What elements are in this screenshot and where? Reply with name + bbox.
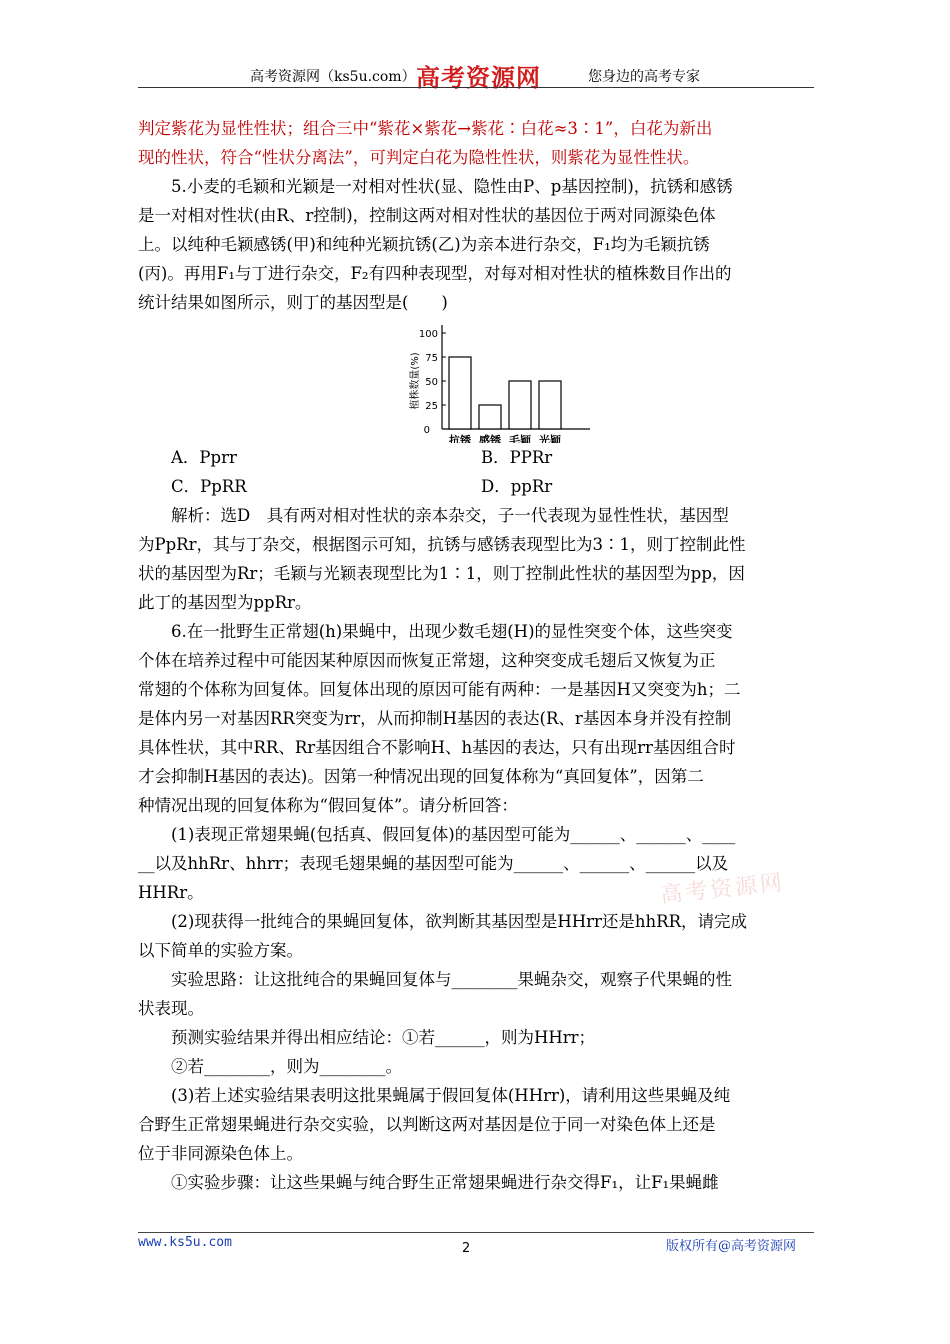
option-c: C．PpRR — [171, 477, 247, 496]
bar — [539, 381, 561, 429]
idea-line-2: 状表现。 — [138, 999, 204, 1018]
answer-line-4: 此丁的基因型为ppRr。 — [138, 593, 312, 612]
option-a: A．Pprr — [171, 448, 237, 467]
q6-3-line-1: (3)若上述实验结果表明这批果蝇属于假回复体(HHrr)，请利用这些果蝇及纯 — [171, 1086, 731, 1105]
q6-2-line-1: (2)现获得一批纯合的果蝇回复体，欲判断其基因型是HHrr还是hhRR，请完成 — [171, 912, 748, 931]
y-tick-label: 0 — [423, 425, 430, 436]
q5-line-4: (丙)。再用F₁与丁进行杂交，F₂有四种表现型，对每对相对性状的植株数目作出的 — [138, 264, 732, 283]
q6-2-line-2: 以下简单的实验方案。 — [138, 941, 303, 960]
q6-line-7: 种情况出现的回复体称为“假回复体”。请分析回答： — [138, 796, 518, 815]
q5-line-1: 5.小麦的毛颖和光颖是一对相对性状(显、隐性由P、p基因控制)，抗锈和感锈 — [171, 177, 733, 196]
bar — [479, 405, 501, 429]
options-row-1 — [171, 443, 814, 501]
y-axis-label: 植株数量(%) — [410, 352, 421, 410]
page-header — [138, 58, 814, 92]
q5-line-2: 是一对相对性状(由R、r控制)，控制这两对相对性状的基因位于两对同源染色体 — [138, 206, 716, 225]
predict-line-2: ②若________，则为________。 — [171, 1057, 402, 1076]
watermark: 高考资源网 — [659, 870, 787, 909]
q6-line-2: 个体在培养过程中可能因某种原因而恢复正常翅，这种突变成毛翅后又恢复为正 — [138, 651, 716, 670]
x-tick-label: 抗锈 — [449, 434, 471, 443]
y-tick-label: 25 — [425, 401, 438, 412]
option-b: B．PPRr — [481, 448, 553, 467]
q6-1-line-2: __以及hhRr、hhrr；表现毛翅果蝇的基因型可能为______、______、______以及 — [138, 854, 729, 873]
x-tick-label: 毛颖 — [509, 434, 531, 443]
bar — [449, 357, 471, 429]
bar-chart — [138, 317, 814, 443]
x-tick-label: 光颖 — [539, 434, 561, 443]
q6-1-line-3: HHRr。 — [138, 883, 204, 902]
y-tick-label: 75 — [425, 353, 438, 364]
intro-line-1: 判定紫花为显性性状；组合三中“紫花×紫花→紫花∶白花≈3∶1”，白花为新出 — [138, 119, 713, 138]
intro-line-2: 现的性状，符合“性状分离法”，可判定白花为隐性性状，则紫花为显性性状。 — [138, 148, 700, 167]
header-slogan: 您身边的高考专家 — [588, 69, 700, 85]
q6-line-5: 具体性状，其中RR、Rr基因组合不影响H、h基因的表达，只有出现rr基因组合时 — [138, 738, 736, 757]
q5-line-3: 上。以纯种毛颖感锈(甲)和纯种光颖抗锈(乙)为亲本进行杂交，F₁均为毛颖抗锈 — [138, 235, 710, 254]
footer-divider — [138, 1232, 814, 1233]
q6-1-line-1: (1)表现正常翅果蝇(包括真、假回复体)的基因型可能为______、______、____ — [171, 825, 736, 844]
q6-3-line-3: 位于非同源染色体上。 — [138, 1144, 303, 1163]
document-body — [138, 114, 814, 1197]
q6-line-1: 6.在一批野生正常翅(h)果蝇中，出现少数毛翅(H)的显性突变个体，这些突变 — [171, 622, 733, 641]
answer-line-2: 为PpRr，其与丁杂交，根据图示可知，抗锈与感锈表现型比为3∶1，则丁控制此性 — [138, 535, 746, 554]
header-divider — [138, 87, 814, 88]
bar — [509, 381, 531, 429]
header-logo: 高考资源网 — [416, 63, 541, 92]
header-site-name: 高考资源网（ks5u.com） — [250, 69, 416, 85]
x-tick-label: 感锈 — [479, 434, 501, 443]
predict-line-1: 预测实验结果并得出相应结论：①若______，则为HHrr； — [171, 1028, 596, 1047]
y-tick-label: 50 — [425, 377, 438, 388]
bar-chart-container — [138, 317, 814, 443]
answer-line-1: 解析：选D 具有两对相对性状的亲本杂交，子一代表现为显性性状，基因型 — [171, 506, 729, 525]
idea-line-1: 实验思路：让这批纯合的果蝇回复体与________果蝇杂交，观察子代果蝇的性 — [171, 970, 732, 989]
q6-line-4: 是体内另一对基因RR突变为rr，从而抑制H基因的表达(R、r基因本身并没有控制 — [138, 709, 732, 728]
footer-website-link[interactable]: www.ks5u.com — [138, 1235, 232, 1250]
y-tick-label: 100 — [418, 329, 438, 340]
q6-line-3: 常翅的个体称为回复体。回复体出现的原因可能有两种：一是基因H又突变为h；二 — [138, 680, 741, 699]
answer-line-3: 状的基因型为Rr；毛颖与光颖表现型比为1∶1，则丁控制此性状的基因型为pp，因 — [138, 564, 745, 583]
footer-copyright: 版权所有@高考资源网 — [666, 1239, 797, 1254]
q6-3-line-2: 合野生正常翅果蝇进行杂交实验，以判断这两对基因是位于同一对染色体上还是 — [138, 1115, 716, 1134]
option-d: D．ppRr — [481, 477, 553, 496]
q5-line-5: 统计结果如图所示，则丁的基因型是( ) — [138, 293, 448, 312]
q6-line-6: 才会抑制H基因的表达)。因第一种情况出现的回复体称为“真回复体”，因第二 — [138, 767, 704, 786]
step-line-1: ①实验步骤：让这些果蝇与纯合野生正常翅果蝇进行杂交得F₁，让F₁果蝇雌 — [171, 1173, 719, 1192]
page-number: 2 — [462, 1241, 471, 1256]
